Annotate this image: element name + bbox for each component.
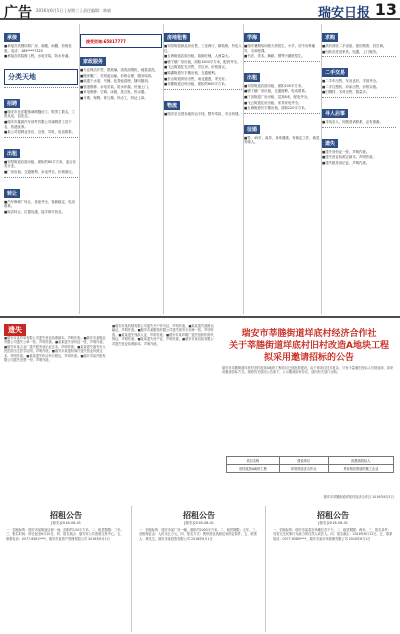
ad-text: ■家电维修：空调、冰箱、洗衣机、热水器。 — [80, 90, 148, 95]
section-title: 广告 — [4, 5, 32, 21]
rental-notice-number: [瑞安]2016-06-01 — [50, 521, 82, 525]
classified-group — [4, 90, 78, 135]
category-heading: 转让 — [4, 189, 20, 198]
bid-title-line: 拟采用邀请招标的公告 — [263, 353, 354, 363]
ad-text: ■安阳街道店面出租，面积100平方米。 — [244, 83, 305, 88]
bid-title-line: 瑞安市莘塍街道垟底村经济合作社 — [241, 329, 377, 339]
issue-meta: 2016年6月1日 | 星期三 | 责任编辑：林斌 — [36, 8, 112, 13]
ad-text: ■专业保洁开荒、擦玻璃、清洗油烟机、地毯清洗。 — [80, 68, 158, 72]
ad-text: ■饭店转让，位置优越，接手即可营业。 — [4, 209, 65, 214]
classified-banner — [4, 69, 78, 85]
ad-text: ■汽车修理厂转让，设备齐全，客源稳定，电话联系。 — [4, 199, 76, 209]
ad-text: ■遗失身份证一张，声明作废。 — [322, 149, 370, 154]
ad-text: ■塘下镇厂房出租，面积1500平方米，配套齐全。 — [164, 59, 241, 64]
ad-text: ■锦湖街道写字楼出租，交通便利。 — [164, 70, 219, 75]
ad-text: ■承接各类钢结构厂房、阁楼、雨棚，价格优惠。电话：189****7325 — [4, 44, 72, 53]
category-heading: 征婚 — [244, 125, 260, 134]
category-heading: 学海 — [244, 33, 260, 42]
classified-group — [4, 24, 78, 59]
bid-announcement-title — [222, 328, 396, 364]
classified-group — [4, 140, 78, 175]
bid-signature: 瑞安市莘塍街道垟底村经济合作社 2016年6月1日 — [323, 495, 394, 499]
classified-column-e — [322, 24, 396, 314]
rental-notice-heading: 招租公告 — [50, 511, 82, 520]
ad-text: ■瑞安市鑫源汽车部件有限公司诚聘普工若干名，待遇优厚。 — [4, 119, 72, 129]
rental-notice-number: [瑞安]2016-06-01 — [183, 521, 215, 525]
divider — [4, 177, 78, 178]
newspaper-logo: 瑞安日报 — [317, 6, 370, 21]
category-heading: 物流 — [164, 101, 180, 110]
rental-notice-body: 一、招租标的：瑞安市某厂房一幢，面积约2000平方米。二、租赁期限：五年。三、竞租保证金：人民币五万元。四、报名方式：携带营业执照及身份证原件。五、联系人：林先生。瑞安市某投资有限公司 2016年6月1日 — [139, 528, 259, 541]
bid-title-line: 关于莘塍街道垟底村旧村改造A地块工程 — [229, 341, 389, 351]
ad-text: ■高价回收二手设备、废旧物资、旧空调。 — [322, 44, 387, 48]
classified-group — [164, 92, 242, 117]
ad-text: ■瑞安市北洋服饰诚聘缝纫工、熨烫工数名，工资从优，包吃住。 — [4, 109, 76, 119]
bid-table — [226, 456, 394, 473]
table-cell: 具有相应资质的施工企业 — [328, 465, 393, 473]
classified-group — [164, 24, 242, 87]
ad-text: ■瑞安至全国各地货运专线，整车零担，安全快捷。 — [164, 111, 242, 116]
lost-notice-body: ■瑞安市某贸易有限公司遗失营业执照副本，声明作废。■瑞安市某鞋业有限公司遗失公章一枚，声明作废。■某某遗失身份证一张，声明作废。■瑞安市某五金厂遗失税务登记证正本，声明作废。■某某遗失瑞安市人民医院出生医学证明，声明作废。■瑞安市某建材商行遗失营业执照正本，声明作废。■某某遗失机动车行驶证，声明作废。■瑞安市某汽配有限公司遗失发票一份，声明作废。 — [4, 336, 106, 363]
divider — [322, 97, 396, 98]
category-heading: 出租 — [244, 73, 260, 82]
ad-text: ■管道维修、水电安装、防水补漏，快速上门。 — [80, 84, 152, 89]
rental-notice-body: 一、招租标的：瑞安市某菜市场摊位若干个。二、租赁期限：两年。三、报名条件：具有完全民事行为能力的自然人或法人。四、报名截止：2016年6月12日。五、联系电话：0577-6589****。瑞安市某市场管理有限公司 2016年6月1日 — [273, 528, 393, 541]
ad-text: ■某公司招聘业务员、仓管、司机，电话联系。 — [4, 130, 76, 135]
category-heading: 承接 — [4, 33, 20, 42]
classified-group — [244, 116, 320, 145]
ad-text: ■男，45岁，离异，身体健康，有稳定工作，诚觅有缘人。 — [244, 135, 320, 145]
classified-group — [322, 59, 396, 95]
ad-text: ■遗失营业执照正副本，声明作废。 — [322, 155, 377, 160]
classified-column-b — [80, 24, 162, 314]
rental-notice-heading: 招租公告 — [317, 511, 349, 520]
rental-notice-number: [瑞安]2016-06-01 — [317, 521, 349, 525]
ad-text: ■汀田街道厂房出租，层高6米，配电齐全。 — [244, 94, 311, 99]
table-header-cell: 项目名称 — [227, 457, 280, 465]
divider — [244, 113, 320, 114]
divider — [4, 137, 78, 138]
ad-text: ■安阳街道店面出租，面积约80平方米，适合各类行业。 — [4, 159, 76, 169]
divider — [322, 56, 396, 57]
divider — [4, 87, 78, 88]
ad-text: ■搬家搬厂、长短途运输，价格合理，服务周到。 — [80, 73, 155, 78]
classified-group — [244, 64, 320, 111]
category-heading: 出租 — [4, 149, 20, 158]
lost-notice-body-continued: ■瑞安市某机械有限公司遗失开户许可证，声明作废。■某某遗失道路运输证，声明作废。■瑞安市某服饰有限公司遗失财务专用章一枚，声明作废。■某某遗失残疾人证，声明作废。■瑞安市某印刷厂遗失组织机构代码证，声明作废。■某某遗失房产证，声明作废。■瑞安市某包装有限公司遗失营业执照副本，声明作废。 — [112, 324, 214, 346]
ad-text: ■二手车出售，车况良好，手续齐全。 — [322, 79, 380, 84]
column-divider — [131, 506, 132, 632]
masthead — [0, 0, 400, 20]
classified-column-c — [164, 24, 242, 314]
classified-group — [322, 130, 396, 166]
page-number: 13 — [374, 0, 397, 19]
table-header-row — [227, 457, 394, 465]
classified-group — [80, 48, 162, 101]
ad-text: ■东山街道套房出售，南北通透，采光好。 — [164, 76, 229, 81]
table-cell: 垟底村经济合作社 — [279, 465, 328, 473]
ad-text: ■塘下镇厂房出租，交通便利，电话联系。 — [244, 89, 309, 94]
divider — [164, 89, 242, 90]
ad-text: ■玉海街道写字楼出租，面积220平方米。 — [244, 106, 308, 111]
classified-group — [322, 100, 396, 125]
ad-text: ■玉海街道店面出租，临街旺铺，人流量大。 — [164, 54, 232, 59]
category-heading: 遗失 — [322, 139, 338, 148]
classified-phone-banner — [80, 34, 162, 48]
ad-text: ■书法、美术、舞蹈、钢琴兴趣班招生。 — [244, 54, 305, 59]
table-row — [227, 465, 394, 473]
classified-column-d — [244, 24, 320, 314]
table-header-cell: 拟邀请投标人 — [328, 457, 393, 465]
rental-notice-heading: 招租公告 — [183, 511, 215, 520]
divider — [322, 127, 396, 128]
category-heading: 求购 — [322, 33, 338, 42]
lost-notice-heading: 遗失 — [4, 324, 26, 336]
classified-column-a — [4, 24, 78, 314]
category-heading: 招聘 — [4, 99, 20, 108]
category-heading: 房地租售 — [164, 33, 190, 42]
column-divider — [265, 506, 266, 632]
table-cell: 旧村改造A地块工程 — [227, 465, 280, 473]
rental-notice-body: 一、招租标的：瑞安市某街道店面一间，面积约120平方米。二、租赁期限：三年。三、报名时间：即日起至6月10日。四、报名地点：瑞安市公共资源交易中心。五、联系电话：0577-6581****。瑞安市某资产管理有限公司 2016年6月1日 — [6, 528, 124, 541]
classified-group — [4, 180, 78, 215]
classified-group — [244, 24, 320, 59]
ad-text: ■遗失税务登记证，声明作废。 — [322, 160, 370, 165]
category-heading: 寻人启事 — [322, 109, 348, 118]
ad-text: ■寻找亲人，知情者请联系，必有重谢。 — [322, 119, 383, 124]
ad-text: ■二手注塑机、冲床出售，价格实惠。 — [322, 84, 380, 89]
category-heading: 家政服务 — [80, 57, 106, 66]
table-header-cell: 建设单位 — [279, 457, 328, 465]
divider — [244, 61, 320, 62]
ad-text: ■飞云街道住房出租，家具家电齐全。 — [244, 100, 302, 105]
ad-text: ■莘塍街道仓库出租，面积约600平方米。 — [164, 82, 228, 87]
ad-text: ■月嫂、保姆、育儿嫂、钟点工，持证上岗。 — [80, 95, 148, 100]
classified-phone: 接受咨询:65817777 — [86, 39, 126, 44]
ad-text: ■承接各类装修工程，水电安装，防水补漏。 — [4, 54, 72, 59]
category-heading: 二手交易 — [322, 68, 348, 77]
ad-text: ■疏通下水道、马桶、化粪池清理，随叫随到。 — [80, 79, 152, 84]
ad-text: ■回收各类旧家具、电器，上门服务。 — [322, 49, 380, 54]
ad-text: ■厂房出租，交通便利，水电齐全，价格面议。 — [4, 169, 76, 174]
ad-text: ■安阳街道商品房出售，三室两厅，精装修，拎包入住。 — [164, 44, 242, 53]
classified-group — [322, 24, 396, 54]
ad-text: ■瑞安暑期培训班火热招生，小学、初中各科辅导，名师授课。 — [244, 44, 316, 53]
bid-announcement-body: 瑞安市莘塍街道垟底村旧村改造A地块工程项目已经批准建设，由于该项目技术复杂，只有少量潜在投标人可供选择，拟采用邀请招标方式。现将有关情况公告如下，公示期间如有异议，请向有关部门反映。 — [222, 366, 394, 375]
ad-text: ■旧钢材、木材出售，数量多。 — [322, 90, 370, 95]
ad-text: ■飞云街道住宅出售，学区房，价格面议。 — [164, 65, 229, 70]
classified-title: 分类天地 — [8, 72, 36, 81]
